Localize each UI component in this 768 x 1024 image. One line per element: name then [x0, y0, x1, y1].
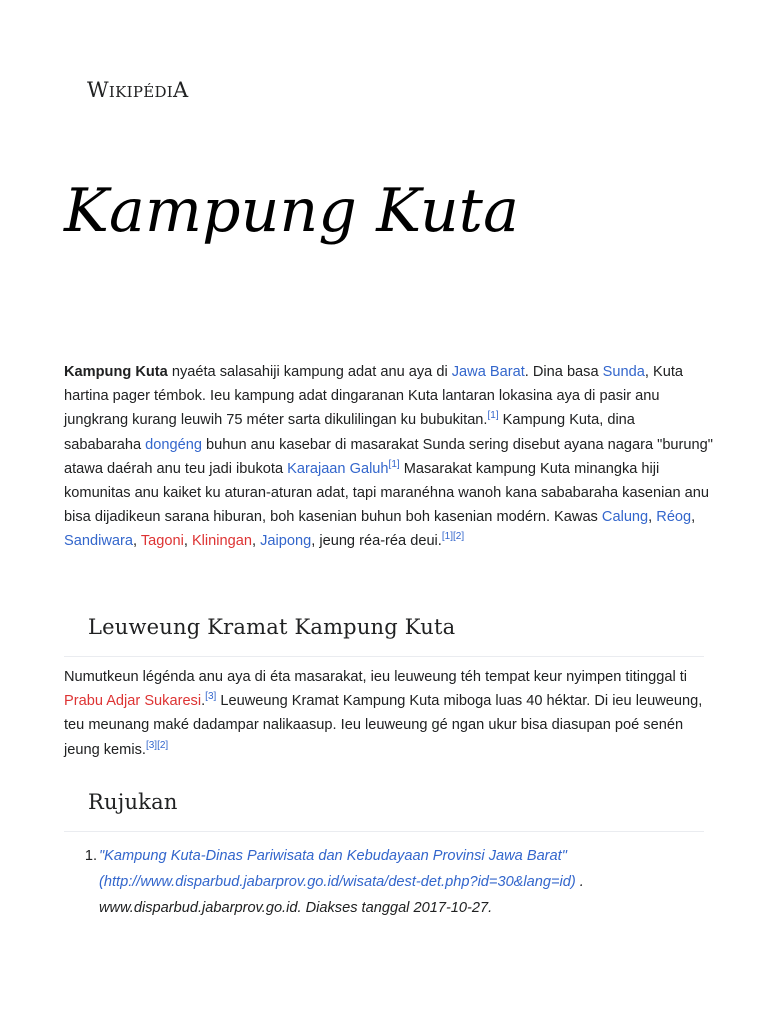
reference-number: 1.	[84, 848, 97, 864]
link-kliningan[interactable]: Kliningan	[191, 533, 252, 550]
citation-ref[interactable]: [2]	[452, 531, 465, 543]
intro-text: Kampung Kuta, dina sababaraha	[64, 412, 635, 453]
link-tagoni[interactable]: Tagoni	[140, 533, 184, 550]
leuweung-paragraph	[64, 665, 714, 762]
citation-ref[interactable]: [1]	[487, 410, 499, 422]
link-karajaan-galuh[interactable]: Karajaan Galuh	[287, 460, 389, 477]
link-prabu-adjar-sukaresi[interactable]: Prabu Adjar Sukaresi	[64, 693, 202, 710]
reference-body	[99, 843, 714, 921]
lead-term: Kampung Kuta	[64, 364, 168, 380]
intro-paragraph	[64, 360, 714, 554]
intro-text: , Kuta hartina pager témbok. Ieu kampung adat dingaranan Kuta lantaran lokasina aya di pasir anu jungkrang kurang leuwih 75 méter sarta dikulilingan ku bubukitan.	[64, 364, 683, 429]
section-heading-rujukan: Rujukan	[88, 790, 178, 814]
intro-text: buhun anu kasebar di masarakat Sunda sering disebut ayana nagara "burung" atawa daérah anu teu jadi ibukota	[64, 436, 713, 477]
section-divider	[64, 831, 704, 832]
citation-ref[interactable]: [3]	[145, 739, 158, 751]
link-sandiwara[interactable]: Sandiwara	[64, 533, 133, 550]
intro-text: , jeung réa-réa deui.	[311, 533, 442, 550]
intro-text: Masarakat kampung Kuta minangka hiji komunitas anu kaiket ku aturan-aturan adat, tapi maranéhna wanoh kana sababaraha kasenian anu bisa dijadikeun sarana hiburan, boh kasenian buhun boh kasenian modérn. Kawas	[64, 460, 709, 526]
separator: ,	[252, 533, 261, 550]
citation-ref[interactable]: [2]	[157, 739, 169, 751]
citation-ref[interactable]: [3]	[205, 691, 217, 703]
intro-text: . Dina basa	[524, 364, 603, 380]
reference-item	[64, 843, 714, 921]
wikipedia-wordmark[interactable]: WikipédiA	[87, 78, 189, 102]
separator: ,	[183, 533, 192, 550]
separator: ,	[132, 533, 141, 550]
section-heading-leuweung: Leuweung Kramat Kampung Kuta	[88, 615, 456, 639]
link-jaipong[interactable]: Jaipong	[260, 533, 312, 550]
section-text: Numutkeun légénda anu aya di éta masarakat, ieu leuweung téh tempat keur nyimpen titinggal ti	[64, 669, 688, 685]
citation-ref[interactable]: [1]	[388, 458, 400, 470]
link-sunda[interactable]: Sunda	[602, 364, 645, 380]
link-dongeng[interactable]: dongéng	[145, 436, 202, 453]
link-calung[interactable]: Calung	[601, 509, 649, 526]
separator: ,	[691, 509, 696, 526]
citation-ref[interactable]: [1]	[441, 531, 453, 543]
references-list	[64, 843, 714, 921]
intro-text: nyaéta salasahiji kampung adat anu aya di	[167, 364, 452, 380]
section-text: .	[201, 693, 206, 710]
section-divider	[64, 656, 704, 657]
separator: ,	[648, 509, 657, 526]
reference-link[interactable]: "Kampung Kuta-Dinas Pariwisata dan Kebudayaan Provinsi Jawa Barat" (http://www.disparbud.jabarprov.go.id/wisata/dest-det.php?id=30&lang=id)	[99, 848, 576, 890]
page-title: Kampung Kuta	[64, 176, 520, 246]
section-text: Leuweung Kramat Kampung Kuta miboga luas 40 héktar. Di ieu leuweung, teu meunang maké dadampar nalikaasup. Ieu leuweung gé ngan ukur bisa diasupan poé senén jeung kemis.	[64, 693, 703, 758]
link-reog[interactable]: Réog	[656, 509, 692, 526]
link-jawa-barat[interactable]: Jawa Barat	[451, 364, 525, 380]
reference-trailing: . www.disparbud.jabarprov.go.id. Diakses tanggal 2017-10-27.	[99, 874, 584, 916]
